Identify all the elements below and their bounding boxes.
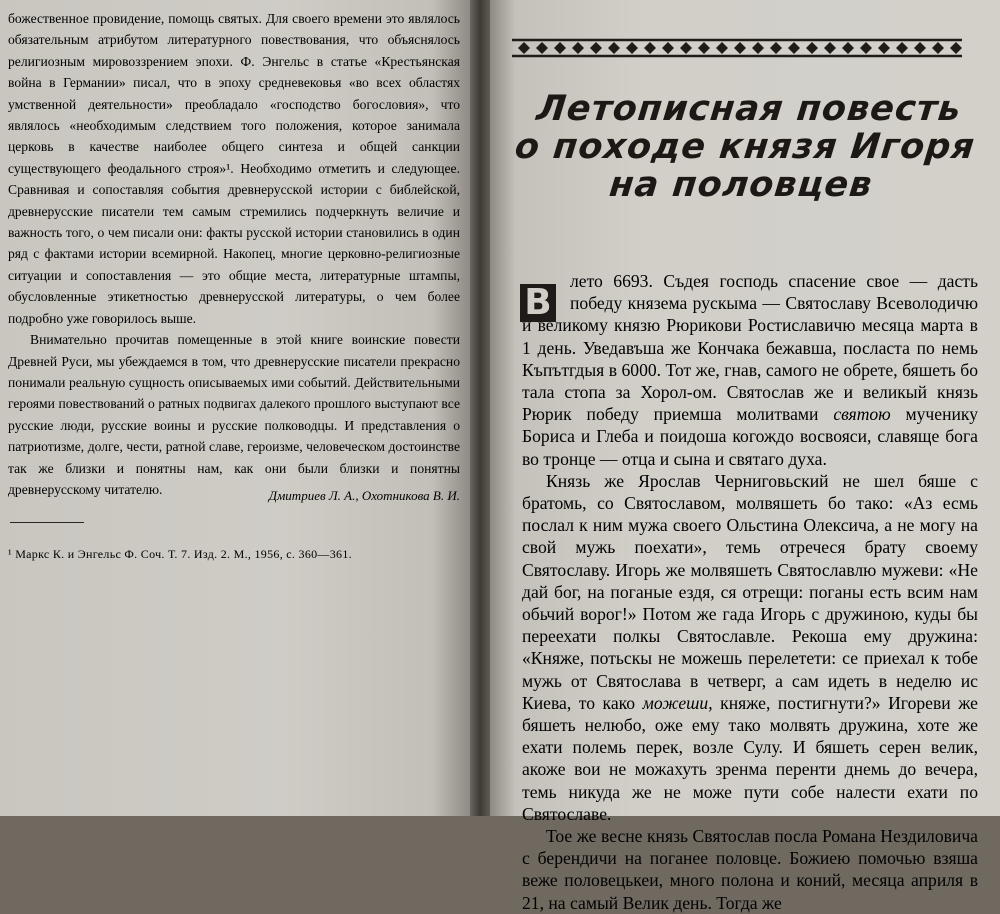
chapter-title-line-2: о походе князя Игоря	[512, 127, 978, 167]
drop-cap: В	[520, 284, 556, 322]
right-paragraph-3: Тое же весне князь Святослав посла Романа Нездиловича с берендичи на поганее половце. Божиею помочью взяша веже половецькеи, много полона и коний, месяца априля в 21, на самый Велик день. Тогда же	[522, 826, 978, 913]
paragraph-1-text-a: лето 6693. Съдея господь спасение свое — дасть победу князема рускыма — Святославу Всеволодичю и великому князю Рюрикови Ростиславичю месяца марта в 1 день. Уведавъша же Кончака бежавша, посласта по немь Къпътгдыя в 6000. Тот же, гнав, самого не обрете, бяшеть бо тала стопа за Хорол-ом. Святослав же и великый князь Рюрик победу приемша молитвами	[522, 271, 978, 425]
paragraph-1-text-b: мученику Бориса и Глеба и поидоша когождо восвояси, славяще бога во тронце — отца и сына и святаго духа.	[522, 404, 978, 469]
footnote: ¹ Маркс К. и Энгельс Ф. Соч. Т. 7. Изд. 2. М., 1956, с. 360—361.	[8, 547, 352, 561]
author-signature: Дмитриев Л. А., Охотникова В. И.	[268, 488, 460, 503]
right-paragraph-1	[522, 270, 978, 470]
left-paragraph-1: божественное провидение, помощь святых. Для своего времени это являлось обязательным атрибутом литературного повествования, что объяснялось религиозным мировоззрением эпохи. Ф. Энгельс в статье «Крестьянская война в Германии» писал, что в эпоху средневековья «во всех областях умственной деятельности» преобладало «господство богословия», что являлось «необходимым следствием того положения, которое занимала церковь в качестве наиболее общего синтеза и общей санкции существующего феодального строя»¹. Необходимо отметить и следующее. Сравнивая и сопоставляя события древнерусской истории с библейской, древнерусские писатели тем самым стремились подчеркнуть величие и важность того, о чем писали они: факты русской истории становились в один ряд с фактами истории всемирной. Накопец, многие церковно-религиозные ситуации и сопоставления — это общие места, литературные штампы, обусловленные этикетностью древнерусской литературы, о чем более подробно уже говорилось выше.	[8, 11, 460, 326]
left-page-text	[8, 8, 460, 500]
paragraph-2-italic-word: можеши	[642, 692, 709, 713]
chapter-title	[504, 90, 986, 204]
chapter-title-line-1: Летописная повесть	[534, 89, 964, 129]
decorative-border-ornament	[512, 36, 962, 60]
footnote-divider	[10, 522, 84, 523]
paragraph-1-italic-word: святою	[833, 404, 891, 425]
left-paragraph-2: Внимательно прочитав помещенные в этой книге воинские повести Древней Руси, мы убеждаемся в том, что древнерусские писатели прекрасно понимали реальную сущность описываемых ими событий. Действительными героями повествований о ратных подвигах далекого прошлого выступают все русские люди, русские воины и русские полководцы. И представления о патриотизме, долге, чести, ратной славе, героизме, человеческом достоинстве так же близки и понятны нам, как они были близки и понятны древнерусскому читателю.	[8, 332, 460, 497]
chapter-title-line-3: на половцев	[607, 165, 875, 205]
book-gutter	[470, 0, 490, 816]
right-page-text	[522, 270, 978, 914]
right-paragraph-2	[522, 470, 978, 825]
paragraph-2-text-b: , княже, постигнути?» Игореви же бяшеть нелюбо, оже ему тако молвять дружина, хоте же ехати полемь перек, возле Сулу. И бяшеть серен велик, акоже вои не можахуть зренма перенти днемь до вечера, темь никуда же не може пути собе налести ехати по Святославе.	[522, 692, 978, 824]
paragraph-2-text-a: Князь же Ярослав Черниговьский не шел бяше с братомь, со Святославом, молвяшеть бо тако: «Аз есмь послал к ним мужа своего Ольстина Олексича, а не могу на свой мужь поехати», темь отречеся брату своему Святославу. Игорь же молвяшеть Святославлю мужеви: «Не дай бог, на поганые ездя, ся отрещи: поганы есть всим нам обьчий ворог!» Потом же гада Игорь с дружиною, куды бы переехати полкы Святославле. Рекоша ему дружина: «Княже, потьскы не можешь перелетети: се приехал к тобе мужь от Святослава в четверг, а сам идеть в неделю ис Киева, то како	[522, 470, 978, 713]
